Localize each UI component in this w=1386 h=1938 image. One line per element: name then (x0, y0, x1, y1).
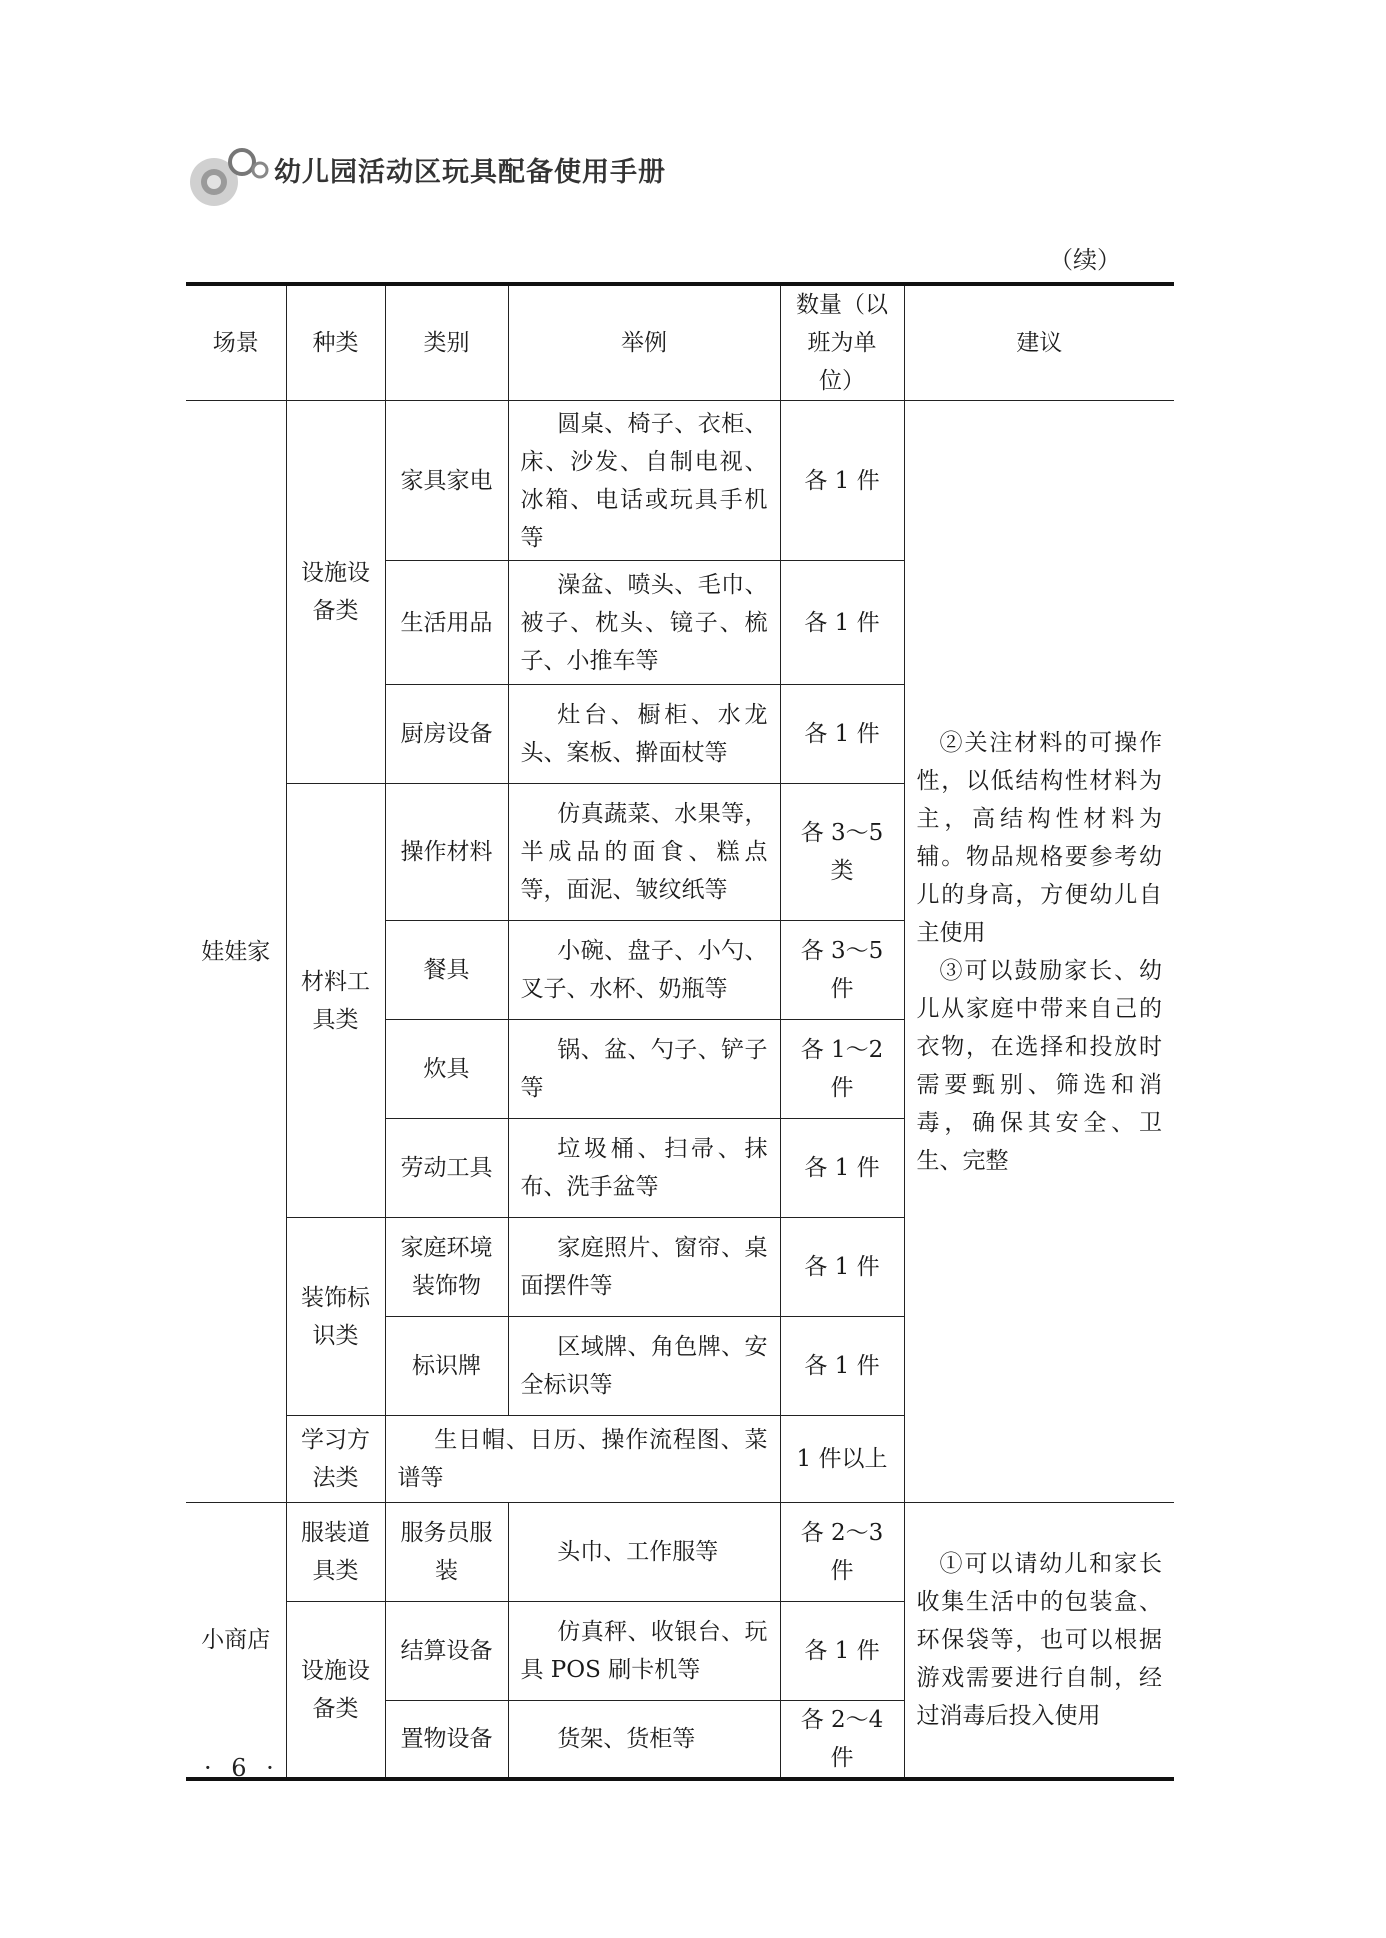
category-cell: 炊具 (385, 1020, 508, 1119)
quantity-cell: 各 2～3 件 (780, 1503, 904, 1602)
advice-cell (904, 401, 1174, 1503)
example-cell: 灶台、橱柜、水龙头、案板、擀面杖等 (508, 685, 780, 784)
kind-cell: 材料工具类 (286, 784, 385, 1218)
example-cell: 仿真蔬菜、水果等，半成品的面食、糕点等，面泥、皱纹纸等 (508, 784, 780, 921)
quantity-cell: 各 1 件 (780, 1218, 904, 1317)
quantity-cell: 各 3～5 类 (780, 784, 904, 921)
quantity-cell: 各 3～5 件 (780, 921, 904, 1020)
kind-cell: 设施设备类 (286, 1602, 385, 1780)
header-kind: 种类 (286, 284, 385, 401)
quantity-cell: 1 件以上 (780, 1416, 904, 1503)
example-cell: 锅、盆、勺子、铲子等 (508, 1020, 780, 1119)
kind-cell: 装饰标识类 (286, 1218, 385, 1416)
quantity-cell: 各 1 件 (780, 561, 904, 685)
continued-label: （续） (1049, 246, 1121, 274)
category-cell: 劳动工具 (385, 1119, 508, 1218)
category-cell: 服务员服装 (385, 1503, 508, 1602)
running-header-title: 幼儿园活动区玩具配备使用手册 (274, 157, 666, 188)
header-category: 类别 (385, 284, 508, 401)
category-cell: 结算设备 (385, 1602, 508, 1701)
category-cell: 生活用品 (385, 561, 508, 685)
table-row (186, 401, 1174, 561)
example-cell: 生日帽、日历、操作流程图、菜谱等 (385, 1416, 780, 1503)
table-row (186, 1503, 1174, 1602)
scene-cell: 娃娃家 (186, 401, 286, 1503)
quantity-cell: 各 1 件 (780, 401, 904, 561)
category-cell: 家庭环境装饰物 (385, 1218, 508, 1317)
table-header-row (186, 284, 1174, 401)
example-cell: 仿真秤、收银台、玩具 POS 刷卡机等 (508, 1602, 780, 1701)
example-cell: 货架、货柜等 (508, 1701, 780, 1780)
book-logo-icon (186, 140, 276, 210)
example-cell: 头巾、工作服等 (508, 1503, 780, 1602)
quantity-cell: 各 1～2 件 (780, 1020, 904, 1119)
example-cell: 区域牌、角色牌、安全标识等 (508, 1317, 780, 1416)
header-quantity: 数量（以班为单位） (780, 284, 904, 401)
category-cell: 餐具 (385, 921, 508, 1020)
example-cell: 家庭照片、窗帘、桌面摆件等 (508, 1218, 780, 1317)
category-cell: 厨房设备 (385, 685, 508, 784)
quantity-cell: 各 2～4 件 (780, 1701, 904, 1780)
scene-cell: 小商店 (186, 1503, 286, 1780)
quantity-cell: 各 1 件 (780, 1317, 904, 1416)
header-example: 举例 (508, 284, 780, 401)
quantity-cell: 各 1 件 (780, 1602, 904, 1701)
quantity-cell: 各 1 件 (780, 1119, 904, 1218)
header-advice: 建议 (904, 284, 1174, 401)
quantity-cell: 各 1 件 (780, 685, 904, 784)
example-cell: 垃圾桶、扫帚、抹布、洗手盆等 (508, 1119, 780, 1218)
kind-cell: 学习方法类 (286, 1416, 385, 1503)
header-scene: 场景 (186, 284, 286, 401)
running-header (186, 140, 886, 210)
example-cell: 小碗、盘子、小勺、叉子、水杯、奶瓶等 (508, 921, 780, 1020)
advice-paragraph: ③可以鼓励家长、幼儿从家庭中带来自己的衣物，在选择和投放时需要甄别、筛选和消毒，确保其安全、卫生、完整 (916, 957, 1162, 1174)
category-cell: 标识牌 (385, 1317, 508, 1416)
kind-cell: 服装道具类 (286, 1503, 385, 1602)
advice-cell (904, 1503, 1174, 1780)
example-cell: 澡盆、喷头、毛巾、被子、枕头、镜子、梳子、小推车等 (508, 561, 780, 685)
kind-cell: 设施设备类 (286, 401, 385, 784)
example-cell: 圆桌、椅子、衣柜、床、沙发、自制电视、冰箱、电话或玩具手机等 (508, 401, 780, 561)
page-number: · 6 · (204, 1754, 280, 1782)
category-cell: 家具家电 (385, 401, 508, 561)
toy-configuration-table (186, 282, 1174, 1781)
advice-paragraph: ②关注材料的可操作性，以低结构性材料为主，高结构性材料为辅。物品规格要参考幼儿的身高，方便幼儿自主使用 (916, 729, 1162, 946)
category-cell: 置物设备 (385, 1701, 508, 1780)
category-cell: 操作材料 (385, 784, 508, 921)
advice-paragraph: ①可以请幼儿和家长收集生活中的包装盒、环保袋等，也可以根据游戏需要进行自制，经过消毒后投入使用 (916, 1551, 1162, 1729)
